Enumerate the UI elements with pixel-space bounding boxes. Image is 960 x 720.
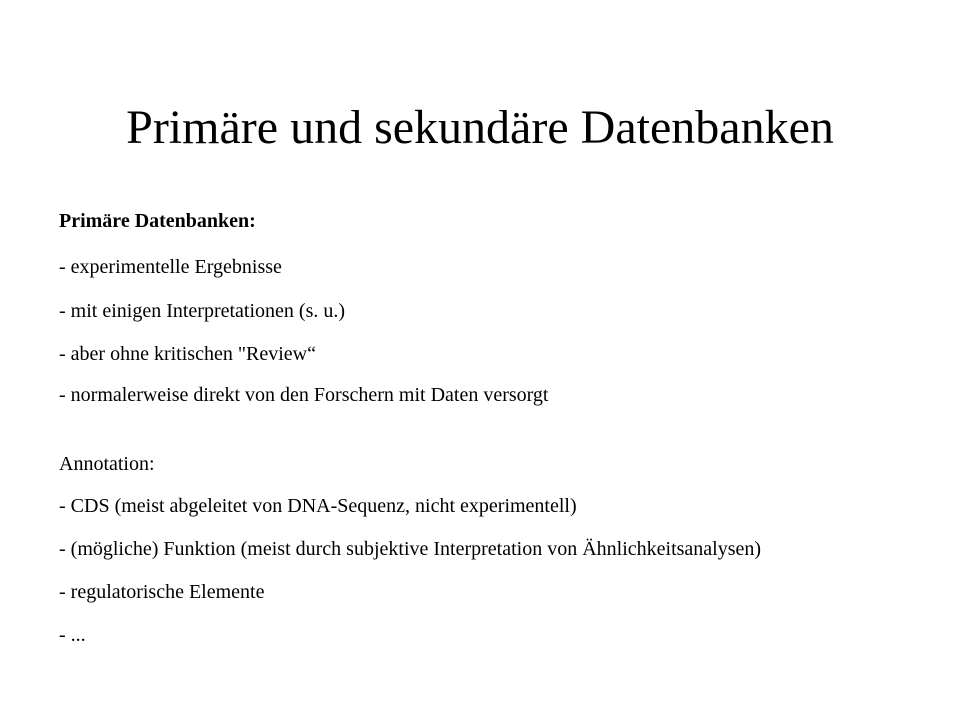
- primary-item-supplied-by-researchers: - normalerweise direkt von den Forschern mit Daten versorgt: [59, 384, 549, 406]
- primary-item-experimental-results: - experimentelle Ergebnisse: [59, 256, 282, 278]
- primary-item-no-review: - aber ohne kritischen "Review“: [59, 343, 316, 365]
- annotation-item-ellipsis: - ...: [59, 624, 86, 646]
- primary-databases-heading: Primäre Datenbanken:: [59, 210, 256, 232]
- annotation-item-cds: - CDS (meist abgeleitet von DNA-Sequenz, nicht experimentell): [59, 495, 577, 517]
- annotation-heading: Annotation:: [59, 453, 155, 475]
- primary-item-interpretations: - mit einigen Interpretationen (s. u.): [59, 300, 346, 322]
- annotation-item-regulatory-elements: - regulatorische Elemente: [59, 581, 265, 603]
- annotation-item-function: - (mögliche) Funktion (meist durch subjektive Interpretation von Ähnlichkeitsanalysen): [59, 538, 762, 560]
- slide-title: Primäre und sekundäre Datenbanken: [126, 101, 834, 154]
